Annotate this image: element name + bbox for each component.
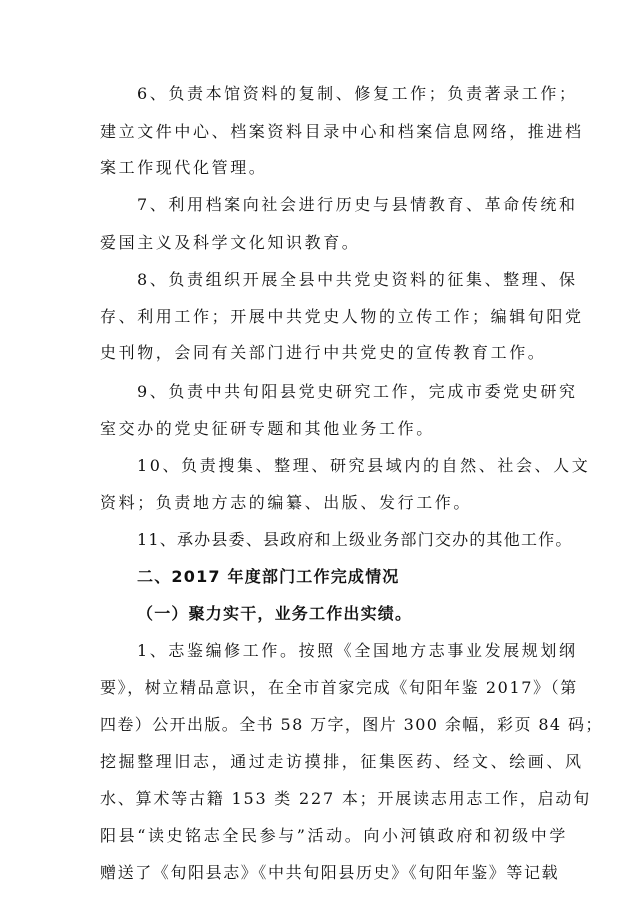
duty-6-line-3: 案工作现代化管理。 (100, 158, 268, 177)
duty-8-line-1: 8、负责组织开展全县中共党史资料的征集、整理、保 (137, 270, 578, 289)
item-1-line-3: 四卷）公开出版。全书 58 万字，图片 300 余幅，彩页 84 码； (100, 715, 603, 734)
duty-6-line-2: 建立文件中心、档案资料目录中心和档案信息网络，推进档 (100, 122, 584, 141)
item-1-line-2: 要》，树立精品意识，在全市首家完成《旬阳年鉴 2017》（第 (100, 678, 578, 697)
section-heading-2017: 二、2017 年度部门工作完成情况 (137, 567, 400, 586)
duty-9-line-2: 室交办的党史征研专题和其他业务工作。 (100, 419, 435, 438)
duty-11-line-1: 11、承办县委、县政府和上级业务部门交办的其他工作。 (137, 530, 573, 549)
item-1-line-4: 挖掘整理旧志，通过走访摸排，征集医药、经文、绘画、风 (100, 752, 584, 771)
duty-10-line-2: 资料；负责地方志的编纂、出版、发行工作。 (100, 493, 473, 512)
duty-8-line-3: 史刊物，会同有关部门进行中共党史的宣传教育工作。 (100, 343, 547, 362)
item-1-line-1: 1、志鉴编修工作。按照《全国地方志事业发展规划纲 (137, 641, 578, 660)
duty-9-line-1: 9、负责中共旬阳县党史研究工作，完成市委党史研究 (137, 382, 578, 401)
duty-10-line-1: 10、负责搜集、整理、研究县域内的自然、社会、人文 (137, 456, 591, 475)
item-1-line-6: 阳县“读史铭志全民参与”活动。向小河镇政府和初级中学 (100, 826, 568, 845)
item-1-line-5: 水、算术等古籍 153 类 227 本；开展读志用志工作，启动旬 (100, 789, 592, 808)
duty-8-line-2: 存、利用工作；开展中共党史人物的立传工作；编辑旬阳党 (100, 307, 584, 326)
item-1-line-7: 赠送了《旬阳县志》《中共旬阳县历史》《旬阳年鉴》等记载 (100, 863, 560, 882)
duty-7-line-2: 爱国主义及科学文化知识教育。 (100, 233, 361, 252)
duty-7-line-1: 7、利用档案向社会进行历史与县情教育、革命传统和 (137, 195, 578, 214)
subsection-heading-1: （一）聚力实干，业务工作出实绩。 (137, 604, 413, 623)
duty-6-line-1: 6、负责本馆资料的复制、修复工作；负责著录工作； (137, 84, 578, 103)
